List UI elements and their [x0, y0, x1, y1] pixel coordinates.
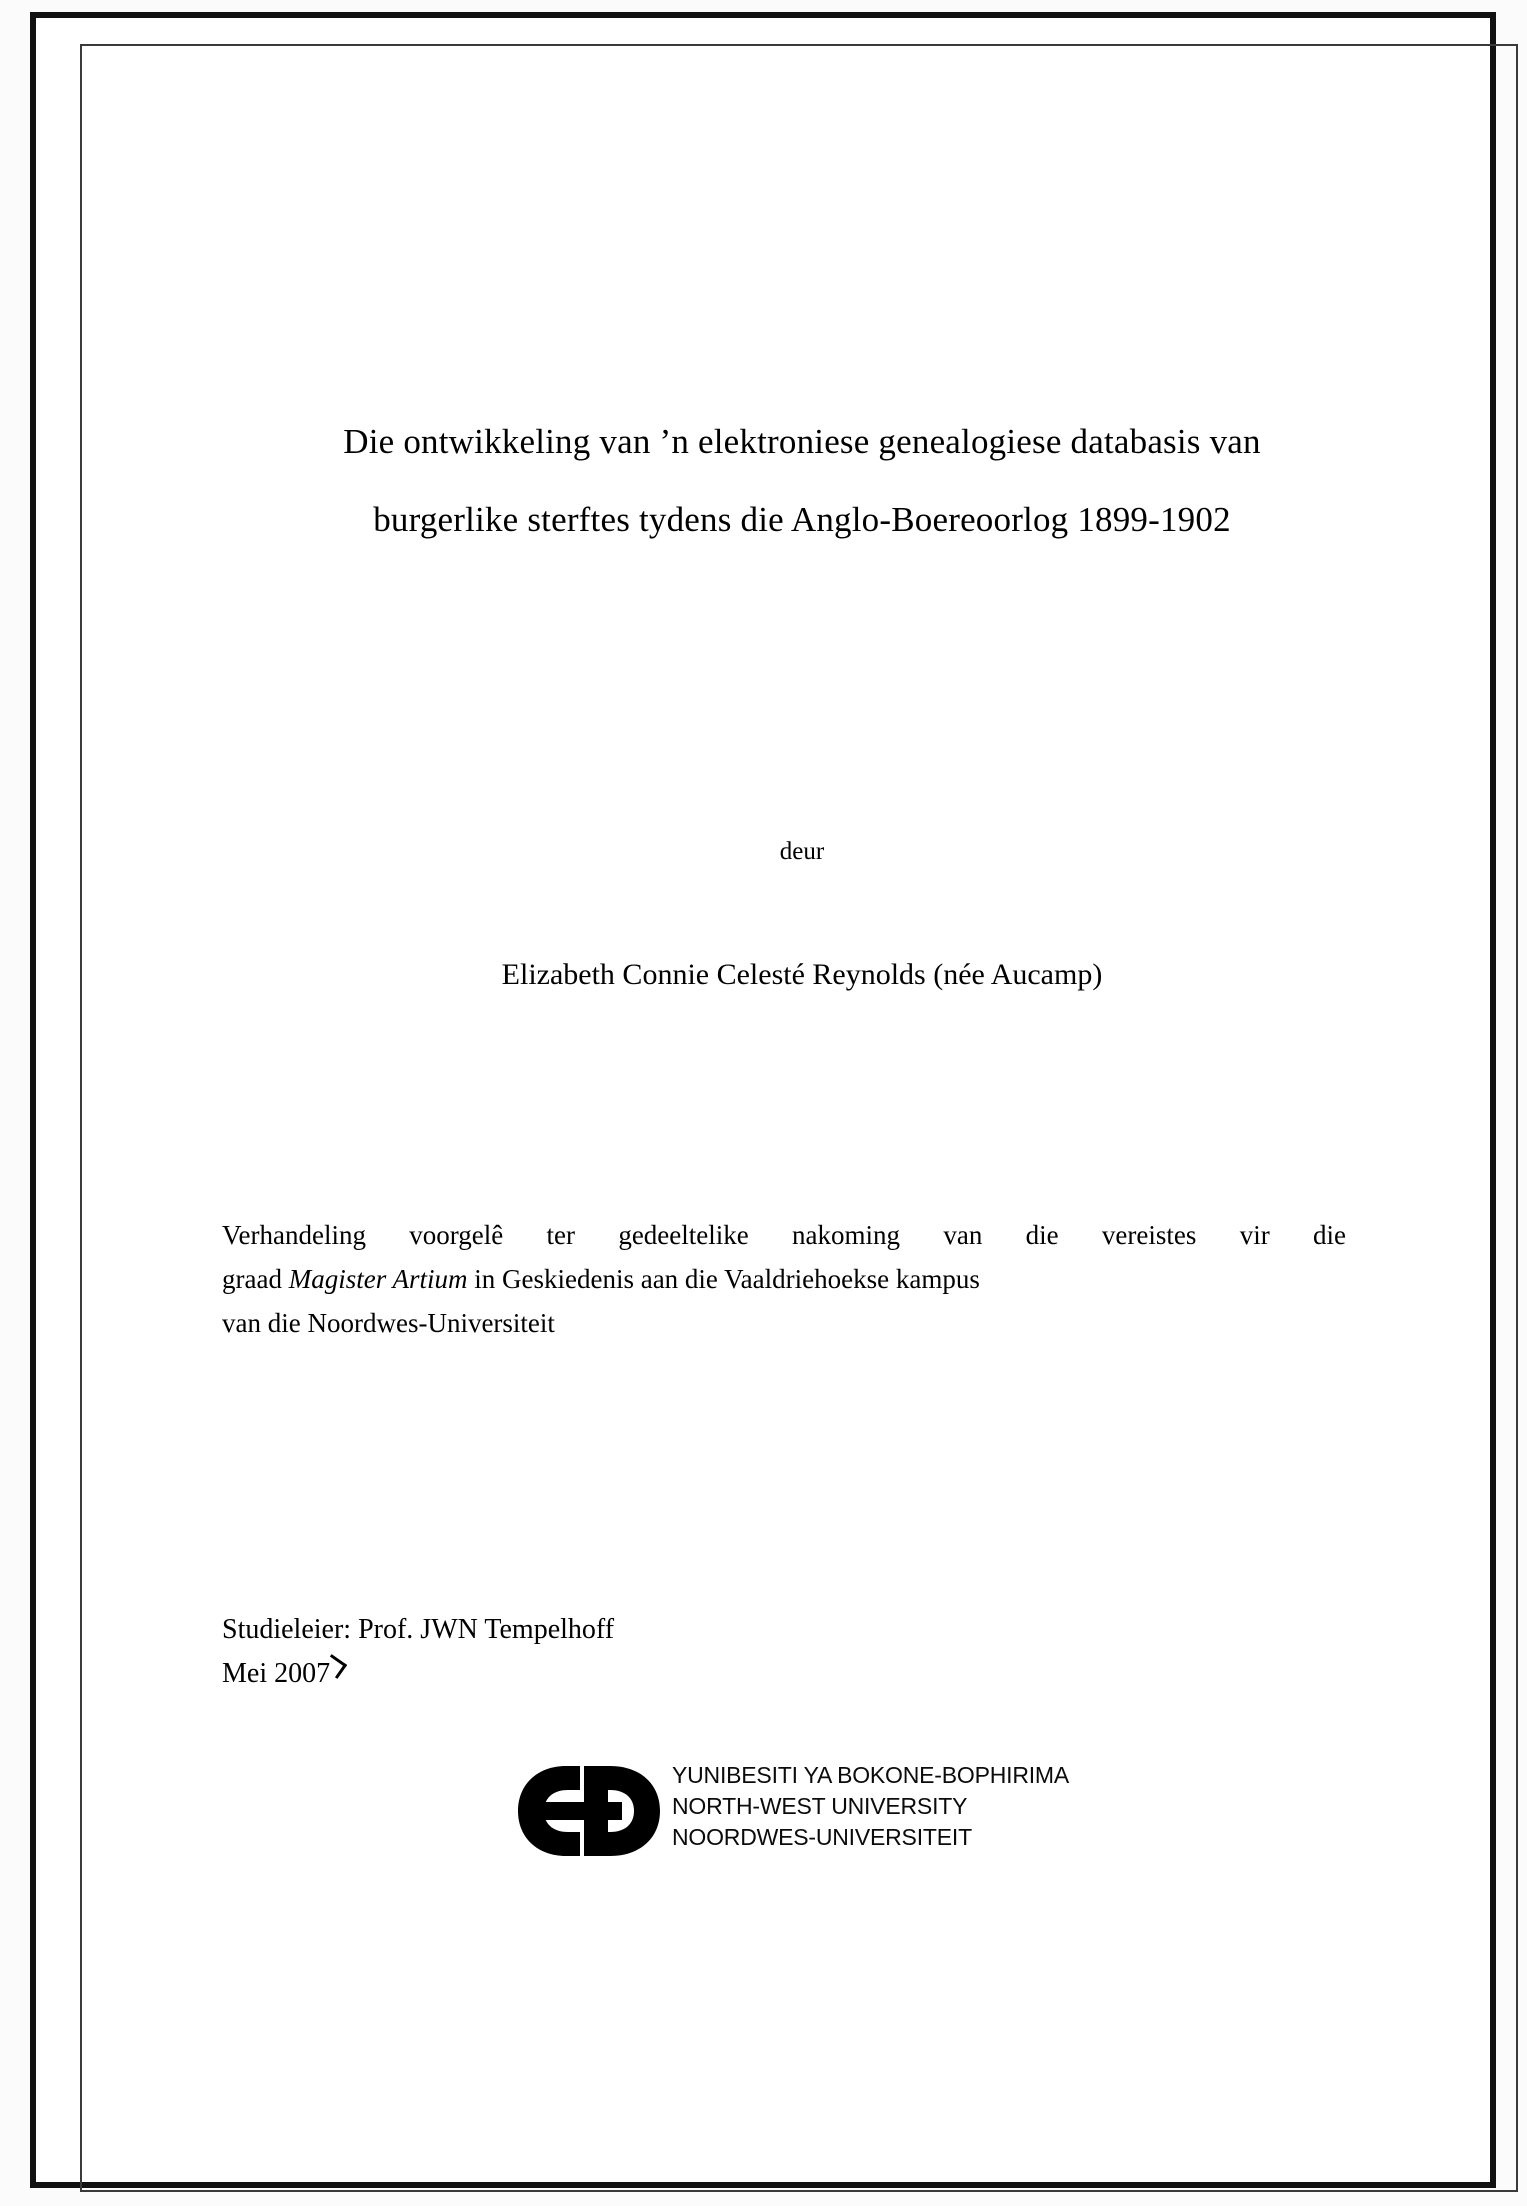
supervisor-and-date	[222, 1608, 1122, 1696]
author-name: Elizabeth Connie Celesté Reynolds (née Aucamp)	[501, 958, 1103, 991]
byline-label: deur	[779, 838, 825, 865]
supervisor-line: Studieleier: Prof. JWN Tempelhoff	[222, 1614, 615, 1645]
date-line: Mei 2007	[222, 1658, 331, 1689]
scan-border-frame	[30, 12, 1496, 2188]
degree-statement-line-3: van die Noordwes-Universiteit	[222, 1308, 555, 1338]
title-page-content	[186, 78, 1416, 2138]
date-line-wrapper	[222, 1652, 330, 1696]
degree-statement-line-1: Verhandeling voorgelê ter gedeeltelike nakoming van die vereistes vir die	[222, 1220, 1346, 1250]
title-line-2: burgerlike sterftes tydens die Anglo-Boereoorlog 1899-1902	[373, 500, 1231, 539]
degree-statement-line-2-suffix: in Geskiedenis aan die Vaaldriehoekse kampus	[467, 1264, 980, 1294]
north-west-university-logo-icon	[514, 1762, 664, 1860]
degree-name-italic: Magister Artium	[288, 1264, 468, 1294]
degree-statement-line-2	[222, 1257, 1346, 1301]
logo-text-line-1: YUNIBESITI YA BOKONE-BOPHIRIMA	[672, 1762, 1070, 1788]
university-logo	[466, 1758, 1166, 1868]
degree-statement-line-2-prefix: graad	[222, 1264, 289, 1294]
page-title	[222, 403, 1382, 559]
logo-text-line-3: NOORDWES-UNIVERSITEIT	[672, 1824, 972, 1850]
title-line-1: Die ontwikkeling van ’n elektroniese genealogiese databasis van	[343, 422, 1261, 461]
logo-text-line-2: NORTH-WEST UNIVERSITY	[672, 1793, 968, 1819]
degree-statement	[222, 1213, 1346, 1345]
university-logo-text	[672, 1760, 1069, 1853]
